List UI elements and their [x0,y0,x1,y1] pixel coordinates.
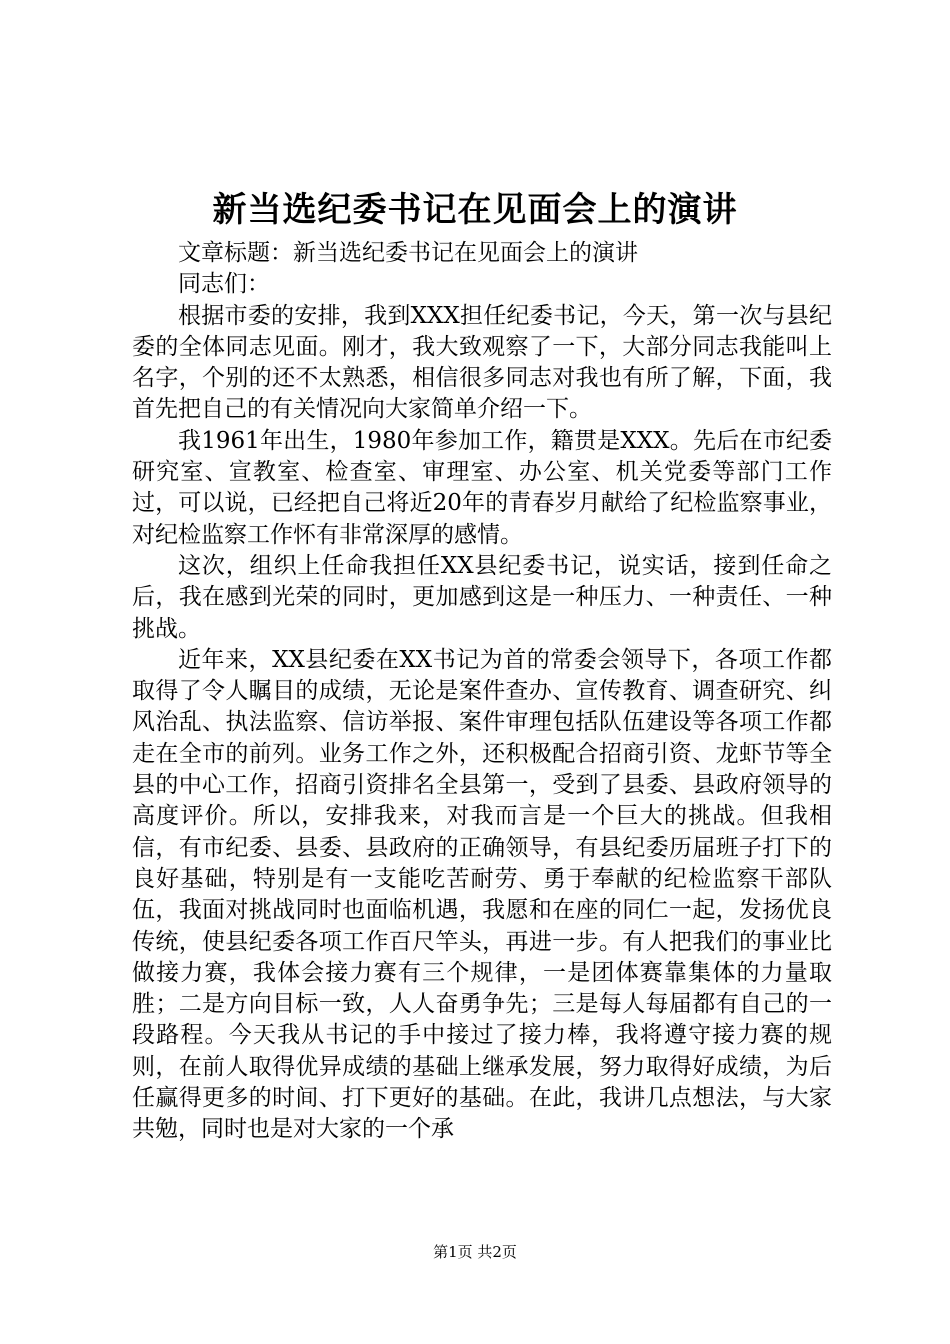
subtitle-line: 文章标题：新当选纪委书记在见面会上的演讲 [178,240,638,266]
paragraph: 近年来，XX县纪委在XX书记为首的常委会领导下，各项工作都取得了令人瞩目的成绩，无论是案件查办、宣传教育、调查研究、纠风治乱、执法监察、信访举报、案件审理包括队伍建设等各项工作都走在全市的前列。业务工作之外，还积极配合招商引资、龙虾节等全县的中心工作，招商引资排名全县第一，受到了县委、县政府领导的高度评价。所以，安排我来，对我而言是一个巨大的挑战。但我相信，有市纪委、县委、县政府的正确领导，有县纪委历届班子打下的良好基础，特别是有一支能吃苦耐劳、勇于奉献的纪检监察干部队伍，我面对挑战同时也面临机遇，我愿和在座的同仁一起，发扬优良传统，使县纪委各项工作百尺竿头，再进一步。有人把我们的事业比做接力赛，我体会接力赛有三个规律，一是团体赛靠集体的力量取胜；二是方向目标一致，人人奋勇争先；三是每人每届都有自己的一段路程。今天我从书记的手中接过了接力棒，我将遵守接力赛的规则，在前人取得优异成绩的基础上继承发展，努力取得好成绩，为后任赢得更多的时间、打下更好的基础。在此，我讲几点想法，与大家共勉，同时也是对大家的一个承 [132,646,832,1143]
salutation: 同志们： [178,271,270,298]
paragraph: 这次，组织上任命我担任XX县纪委书记，说实话，接到任命之后，我在感到光荣的同时，更加感到这是一种压力、一种责任、一种挑战。 [132,552,832,642]
page-indicator: 第1页 共2页 [433,1243,517,1261]
paragraph: 根据市委的安排，我到XXX担任纪委书记，今天，第一次与县纪委的全体同志见面。刚才，我大致观察了一下，大部分同志我能叫上名字，个别的还不太熟悉，相信很多同志对我也有所了解，下面，我首先把自己的有关情况向大家简单介绍一下。 [132,302,832,423]
document-title: 新当选纪委书记在见面会上的演讲 [212,190,738,230]
paragraph: 我1961年出生，1980年参加工作，籍贯是XXX。先后在市纪委研究室、宣教室、检查室、审理室、办公室、机关党委等部门工作过，可以说，已经把自己将近20年的青春岁月献给了纪检监察事业，对纪检监察工作怀有非常深厚的感情。 [132,427,832,548]
page-footer [0,1242,950,1262]
document-body [132,238,832,1146]
